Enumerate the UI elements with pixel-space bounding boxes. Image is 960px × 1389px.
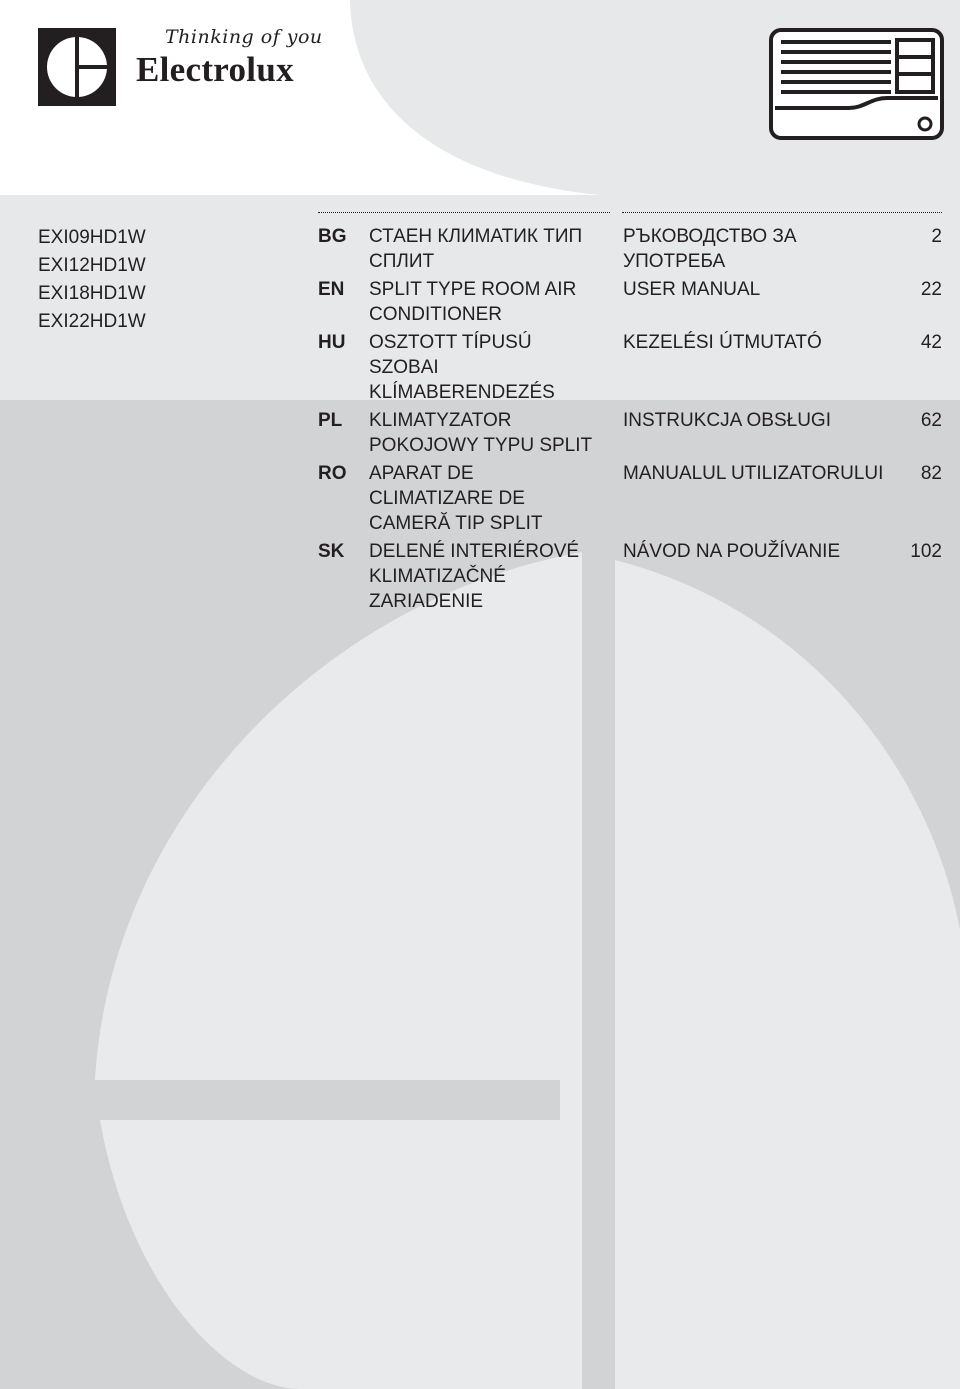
toc-row-en[interactable] [318, 277, 942, 330]
lang-code: HU [318, 332, 346, 353]
lang-code: EN [318, 279, 345, 300]
manual-title: INSTRUKCJA OBSŁUGI [623, 410, 831, 431]
toc-row-hu[interactable] [318, 330, 942, 408]
toc-row-bg[interactable] [318, 224, 942, 277]
lang-code: SK [318, 541, 345, 562]
product-description: SPLIT TYPE ROOM AIR CONDITIONER [369, 279, 577, 325]
model-name: EXI22HD1W [38, 311, 146, 332]
manual-title: KEZELÉSI ÚTMUTATÓ [623, 332, 822, 353]
manual-title: MANUALUL UTILIZATORULUI [623, 463, 884, 484]
page-number: 2 [931, 226, 942, 247]
page-number: 62 [920, 410, 942, 431]
lang-code: PL [318, 410, 343, 431]
product-description: APARAT DE CLIMATIZARE DE CAMERĂ TIP SPLIT [369, 463, 543, 534]
page-number: 42 [920, 332, 942, 353]
page-number: 82 [920, 463, 942, 484]
product-description: KLIMATYZATOR POKOJOWY TYPU SPLIT [369, 410, 593, 456]
dotted-rule-right [622, 212, 942, 213]
manual-title: РЪКОВОДСТВО ЗА УПОТРЕБА [623, 226, 797, 272]
brand-header [38, 26, 328, 108]
manual-title: USER MANUAL [623, 279, 761, 300]
lang-code: BG [318, 226, 347, 247]
model-name: EXI09HD1W [38, 227, 146, 248]
page-number: 102 [910, 541, 942, 562]
toc-row-sk[interactable] [318, 539, 942, 617]
page-number: 22 [920, 279, 942, 300]
manual-title: NÁVOD NA POUŽÍVANIE [623, 541, 841, 562]
electrolux-logo-icon [38, 28, 116, 106]
toc-row-pl[interactable] [318, 408, 942, 461]
model-list [38, 224, 146, 336]
model-name: EXI18HD1W [38, 283, 146, 304]
brand-tagline: Thinking of you [165, 26, 323, 48]
lang-code: RO [318, 463, 347, 484]
toc-row-ro[interactable] [318, 461, 942, 539]
product-description: DELENÉ INTERIÉROVÉ KLIMATIZAČNÉ ZARIADENIE [369, 541, 580, 612]
dotted-rule-left [318, 212, 610, 213]
brand-wordmark: Electrolux [136, 50, 294, 89]
air-conditioner-unit-icon [769, 28, 944, 140]
product-description: СТАЕН КЛИМАТИК ТИП СПЛИТ [369, 226, 583, 272]
language-contents-table [318, 224, 942, 617]
model-name: EXI12HD1W [38, 255, 146, 276]
product-description: OSZTOTT TÍPUSÚ SZOBAI KLÍMABERENDEZÉS [369, 332, 555, 403]
